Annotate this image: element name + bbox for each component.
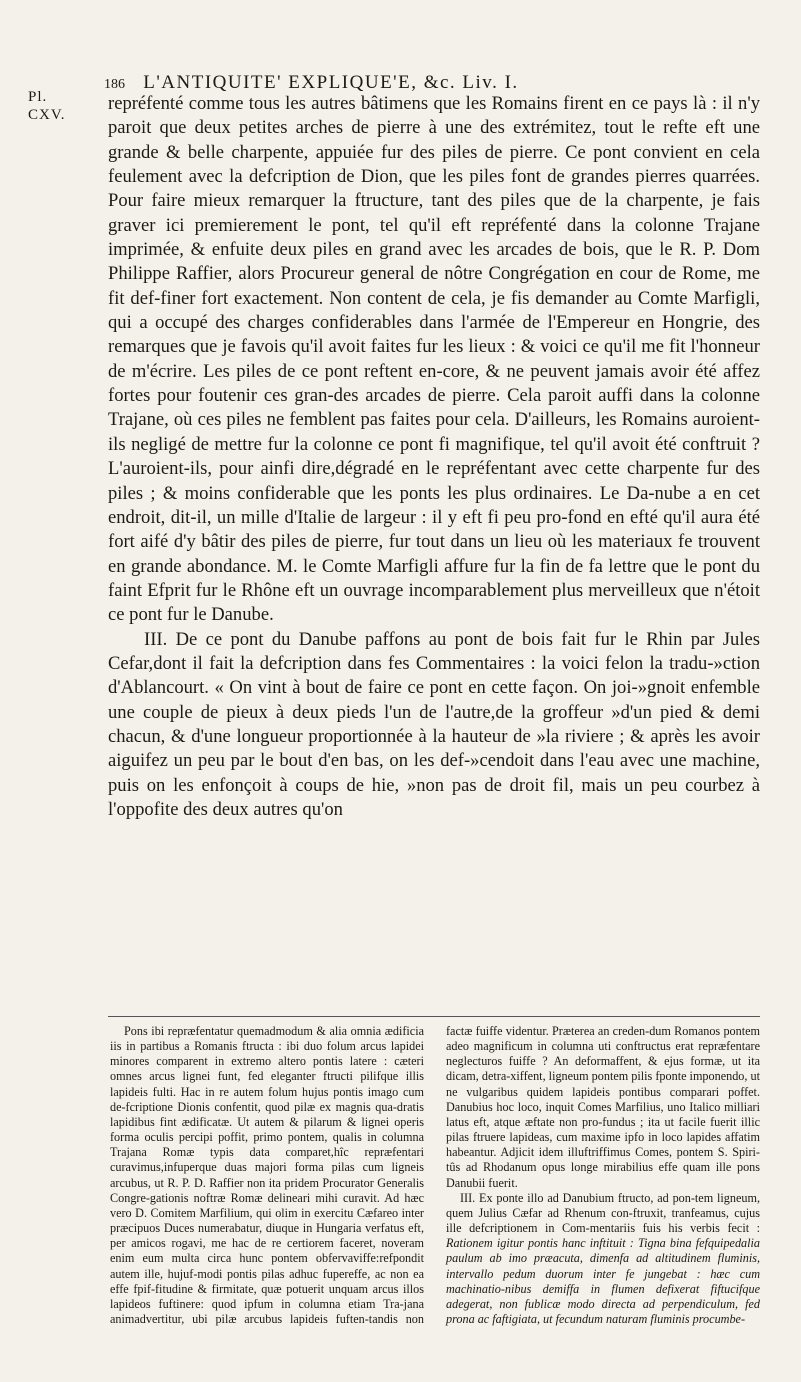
main-paragraph-2: III. De ce pont du Danube paffons au pont de bois fait fur le Rhin par Jules Cefar,dont il fait la defcription dans fes Commentaires : la voici felon la tradu-»ction d'Ablancourt. « On vint à bout de faire ce pont en cette façon. On joi-»gnoit enfemble une couple de pieux à deux pieds l'un de l'autre,de la groffeur »d'un pied & demi chacun, & d'une longueur proportionnée à la hauteur de »la riviere ; & après les avoir aiguifez un peu par le bout d'en bas, on les def-»cendoit dans l'eau avec une machine, puis on les enfonçoit à coups de hie, »non pas de droit fil, mais un peu courbez à l'oppofite des deux autres qu'on bbox=[108, 628, 760, 820]
plate-reference bbox=[28, 88, 88, 124]
latin-footnotes bbox=[110, 1024, 760, 1327]
page-number: 186 bbox=[104, 77, 125, 92]
main-paragraph-1: repréfenté comme tous les autres bâtimens que les Romains firent en ce pays là : il n'y paroit que deux petites arches de pierre à une des extrémitez, tout le refte eft une grande & belle charpente, appuiée fur des piles de pierre. Ce pont convient en cela feulement avec la defcription de Dion, que les piles font de grandes pierres quarrées. Pour faire mieux remarquer la ftructure, tant des piles que de la charpente, je fais graver ici premierement le pont, tel qu'il eft repréfenté dans la colonne Trajane imprimée, & enfuite deux piles en grand avec les arcades de bois, que le R. P. Dom Philippe Raffier, alors Procureur general de nôtre Congrégation en cour de Rome, me fit def-finer fort exactement. Non content de cela, je fis demander au Comte Marfigli, qui a occupé des charges confiderables dans l'armée de l'Empereur en Hongrie, des remarques que je favois qu'il avoit faites fur les lieux : & voici ce qu'il me fit l'honneur de m'écrire. Les piles de ce pont reftent en-core, & ne peuvent jamais avoir été affez fortes pour foutenir ces gran-des arcades de pierre. Cela paroit auffi dans la colonne Trajane, où ces piles ne femblent pas faites pour cela. D'ailleurs, les Romains auroient-ils negligé de mettre fur la colonne ce pont fi magnifique, tel qu'il avoit été conftruit ? L'auroient-ils, pour ainfi dire,dégradé en le repréfentant avec cette charpente fur des piles ; & moins confiderable que les ponts les plus ordinaires. Le Da-nube a en cet endroit, dit-il, un mille d'Italie de largeur : il y eft fi peu pro-fond en efté qu'il aura été fort aifé d'y bâtir des piles de pierre, fur tout dans un lieu où les materiaux fe trouvent en grande abondance. M. le Comte Marfigli affure fur la fin de fa lettre que le pont du faint Efprit fur le Rhône eft un ouvrage incomparablement plus merveilleux que n'étoit ce pont fur le Danube. bbox=[108, 93, 760, 626]
footnote-divider bbox=[108, 1016, 760, 1017]
footnote-paragraph-1: Pons ibi repræfentatur quemadmodum & alia omnia ædificia iis in partibus a Romanis ftructa : ibi duo folum arcus lapidei minores comparent in extremo altero pontis latere : cæteri omnes arcus lignei funt, fed eleganter ftructi pilifque illis lapideis fulti. Hac in re autem folum hujus pontis imago cum de-fcriptione Dionis confentit, quod pilæ ex magnis qua-dratis lapidibus fint ædificatæ. Ut autem & pilarum & lignei operis forma oculis percipi poffit, primo pontem, qualis in columna Trajana Romæ typis data comparet,hîc repræfentari curavimus,infuperque duas majori forma pilas cum ligneis arcubus, ut R. P. D. Raffier non ita pridem Procurator Generalis Congre-gationis noftræ Romæ delineari mihi curavit. Ad hæc vero D. Comitem Marfilium, qui olim in exercitu Cæfareo inter præcipuos Duces numerabatur, diuque in Hungaria verfatus eft, per amicos rogavi, me hac de re certiorem faceret, noveram enim eum multa circa hunc pontem obfervaviffe:refpondit autem ille, hujuf-modi pontis pilas adhuc fupereffe, ac non ea effe fpif-fitudine & firmitate, quæ potuerit unquam arcus illos lapideos fuftinere: quod ipfum in columna etiam Tra-jana animadvertitur, ubi pilæ arcubus lapideis fuften-tandis non factæ fuiffe videntur. Præterea an creden-dum Romanos pontem adeo magnificum in columna uti conftructus erat repræfentare neglecturos fuiffe ? An deformaffent, & ejus formæ, ut ita dicam, detra-xiffent, ligneum pontem pilis fponte imponendo, ut ne vulgaribus quidem lapideis pontibus comparari poffet. Danubius hoc loco, inquit Comes Marfilius, uno Italico milliari latus eft, atque æftate non pro-fundus ; ita ut facile fuerit illic pilas ftruere lapideas, cum maxime ipfo in loco lapides affatim habeantur. Adjicit idem illuftriffimus Comes, pontem S. Spiri-tûs ad Rhodanum opus longe mirabilius effe quam ille pons Danubii fuerit. bbox=[110, 1024, 760, 1326]
running-title: L'ANTIQUITE' EXPLIQUE'E, &c. Liv. I. bbox=[143, 72, 519, 93]
plate-label: Pl. bbox=[28, 89, 48, 105]
footnote-paragraph-2 bbox=[446, 1191, 760, 1327]
footnote-caesar-quote: Rationem igitur pontis hanc inftituit : Tigna bina fefquipedalia paulum ab imo præacuta, dimenfa ad altitudinem fluminis, intervallo pedum duorum inter fe jungebat : hæc cum machinatio-nibus demiffa in flumen defixerat fiftucifque adegerat, non fublicæ modo directa ad perpendiculum, fed prona ac faftigiata, ut fecundum naturam fluminis procumbe- bbox=[446, 1236, 760, 1326]
main-text bbox=[108, 92, 760, 822]
footnote-paragraph-2-text: III. Ex ponte illo ad Danubium ftructo, ad pon-tem ligneum, quem Julius Cæfar ad Rhenum con-ftruxit, tranfeamus, cujus ille defcriptionem in Com-mentariis fuis his verbis fecit : bbox=[446, 1190, 760, 1236]
plate-number: CXV. bbox=[28, 107, 66, 123]
running-head bbox=[104, 72, 744, 94]
